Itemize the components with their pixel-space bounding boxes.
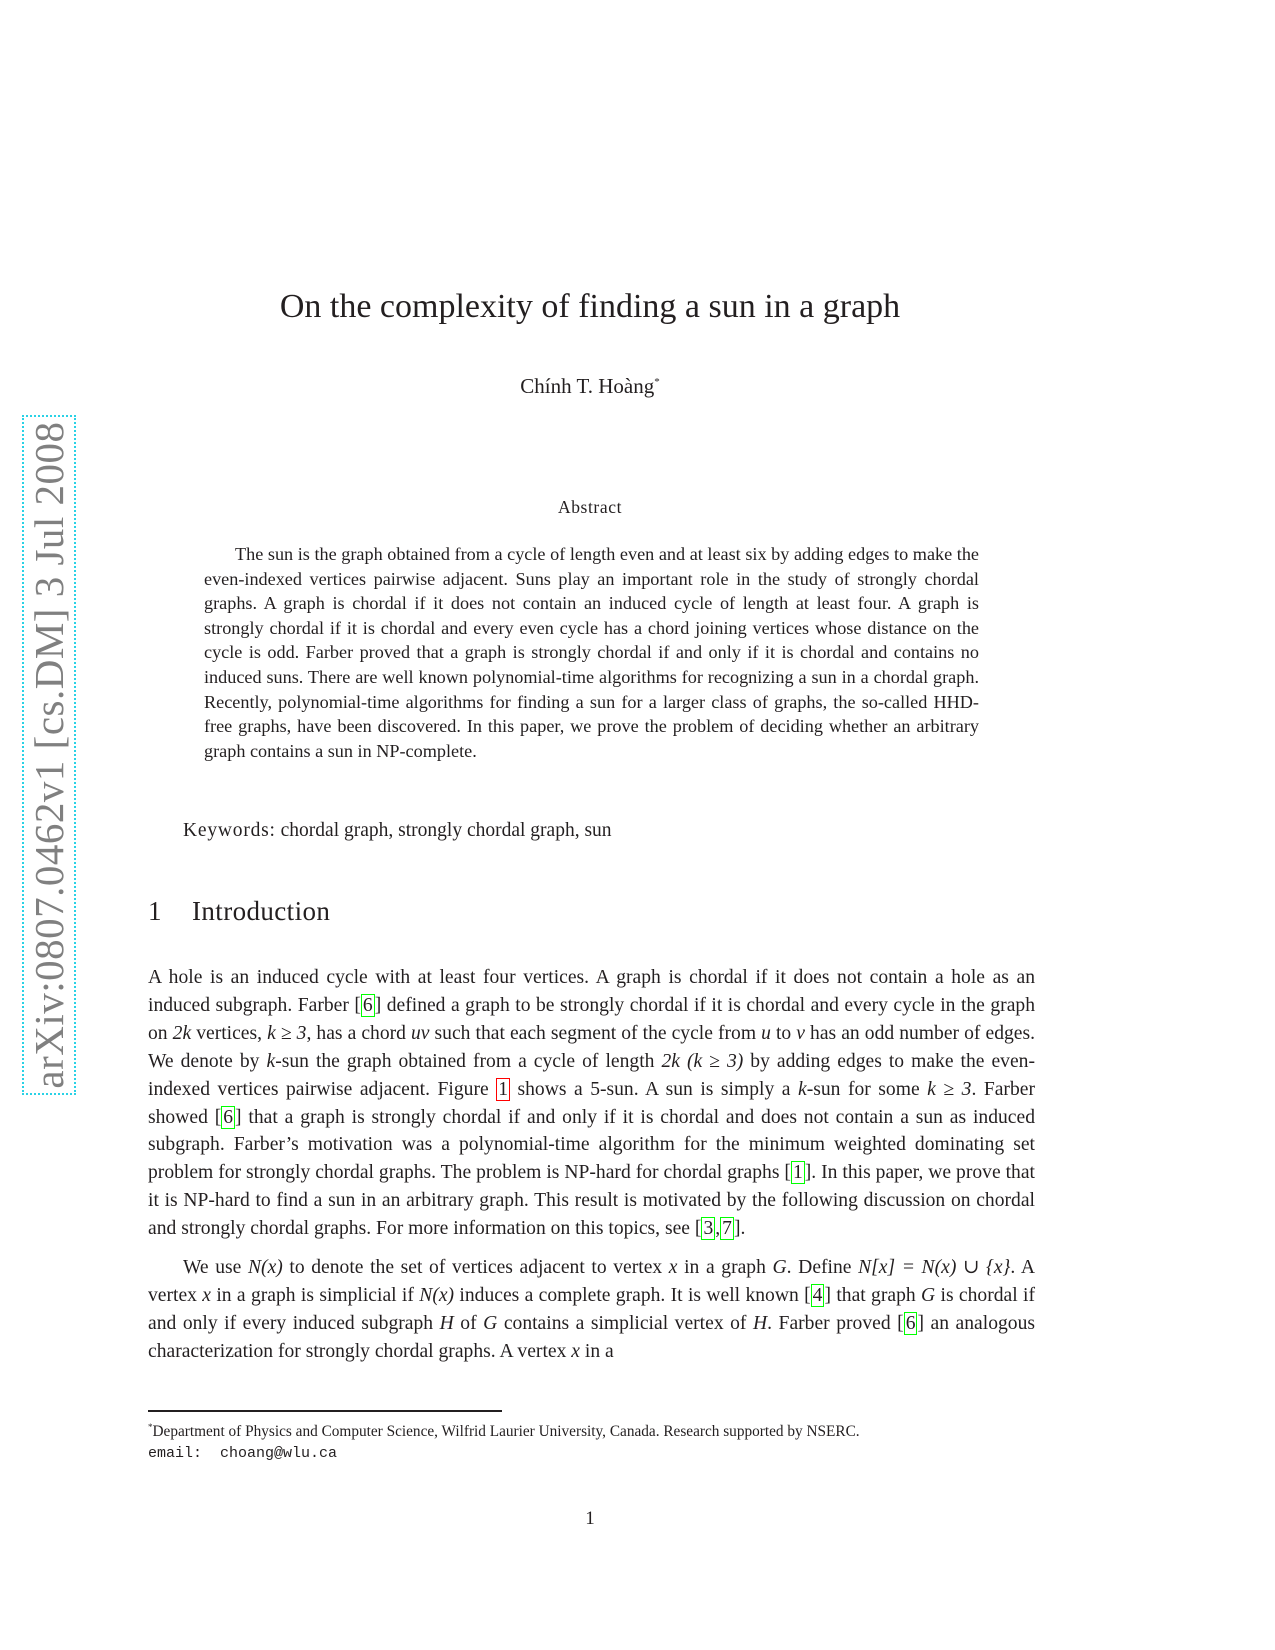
footnote [148, 1416, 1038, 1465]
paper-title: On the complexity of finding a sun in a graph [279, 288, 901, 325]
section-title: Introduction [192, 896, 331, 926]
arxiv-stamp-text: arXiv:0807.0462v1 [cs.DM] 3 Jul 2008 [26, 421, 72, 1089]
figure-link[interactable]: 1 [498, 1078, 508, 1100]
author-footnote-mark[interactable]: * [654, 376, 660, 388]
email-address[interactable]: choang@wlu.ca [220, 1445, 338, 1463]
paragraph-1: A hole is an induced cycle with at least four vertices. A graph is chordal if it does not contain a hole as an induced subgraph. Farber [ 6 ] defined a graph to be strongly chordal if it is chordal and every cycle in the graph on 2k vertices, k ≥ 3, has a chord uv such that each segment of the cycle from u to v has an odd number of edges. We denote by k-sun the graph obtained from a cycle of length 2k (k ≥ 3) by adding edges to make the even-indexed vertices pairwise adjacent. Figure 1 shows a 5-sun. A sun is simply a k-sun for some k ≥ 3. Farber showed [ 6 ] that a graph is strongly chordal if and only if it is chordal and does not contain a sun as induced subgraph. Farber’s motivation was a polynomial-time algorithm for the minimum weighted dominating set problem for strongly chordal graphs. The problem is NP-hard for chordal graphs [ 1 ]. In this paper, we prove that it is NP-hard to find a sun in an arbitrary graph. This result is motivated by the following discussion on chordal and strongly chordal graphs. For more information on this topics, see [ 3 , 7 ]. [148, 967, 1036, 1240]
keywords [183, 820, 612, 842]
paragraph-2: We use N(x) to denote the set of vertices adjacent to vertex x in a graph G. Define N[x] = N(x) ∪ {x}. A vertex x in a graph is simplicial if N(x) induces a complete graph. It is well known [ 4 ] that graph G is chordal if and only if every induced subgraph H of G contains a simplicial vertex of H. Farber proved [ 6 ] an analogous characterization for strongly chordal graphs. A vertex x in a [148, 1257, 1036, 1362]
page-number: 1 [585, 1508, 595, 1529]
citation-link[interactable]: 1 [792, 1162, 803, 1184]
citation-link[interactable]: 4 [812, 1284, 823, 1306]
keywords-value: chordal graph, strongly chordal graph, sun [280, 820, 612, 841]
footnote-email: email: choang@wlu.ca [148, 1445, 338, 1463]
section-number: 1 [148, 896, 162, 926]
footnote-rule [148, 1410, 502, 1412]
abstract [204, 542, 979, 763]
abstract-heading: Abstract [557, 497, 623, 517]
section-heading [148, 896, 330, 927]
author [0, 374, 1180, 399]
citation-link[interactable]: 6 [905, 1312, 916, 1334]
citation-link[interactable]: 6 [362, 994, 373, 1016]
body-text [148, 964, 1035, 1366]
citation-link[interactable]: 3 [703, 1218, 714, 1240]
abstract-text: The sun is the graph obtained from a cycle of length even and at least six by adding edges to make the even-indexed vertices pairwise adjacent. Suns play an important role in the study of strongly chordal graphs. A graph is chordal if it does not contain an induced cycle of length at least four. A graph is strongly chordal if it is chordal and every even cycle has a chord joining vertices whose distance on the cycle is odd. Farber proved that a graph is strongly chordal if and only if it is chordal and contains no induced suns. There are well known polynomial-time algorithms for recognizing a sun in a chordal graph. Recently, polynomial-time algorithms for finding a sun for a larger class of graphs, the so-called HHD-free graphs, have been discovered. In this paper, we prove the problem of deciding whether an arbitrary graph contains a sun in NP-complete. [204, 544, 979, 761]
author-name: Chính T. Hoàng [520, 374, 655, 398]
citation-link[interactable]: 7 [722, 1218, 732, 1240]
footnote-affiliation: *Department of Physics and Computer Science, Wilfrid Laurier University, Canada. Research supported by NSERC. [148, 1422, 860, 1441]
citation-link[interactable]: 6 [223, 1106, 234, 1128]
keywords-label: Keywords: [183, 820, 276, 841]
